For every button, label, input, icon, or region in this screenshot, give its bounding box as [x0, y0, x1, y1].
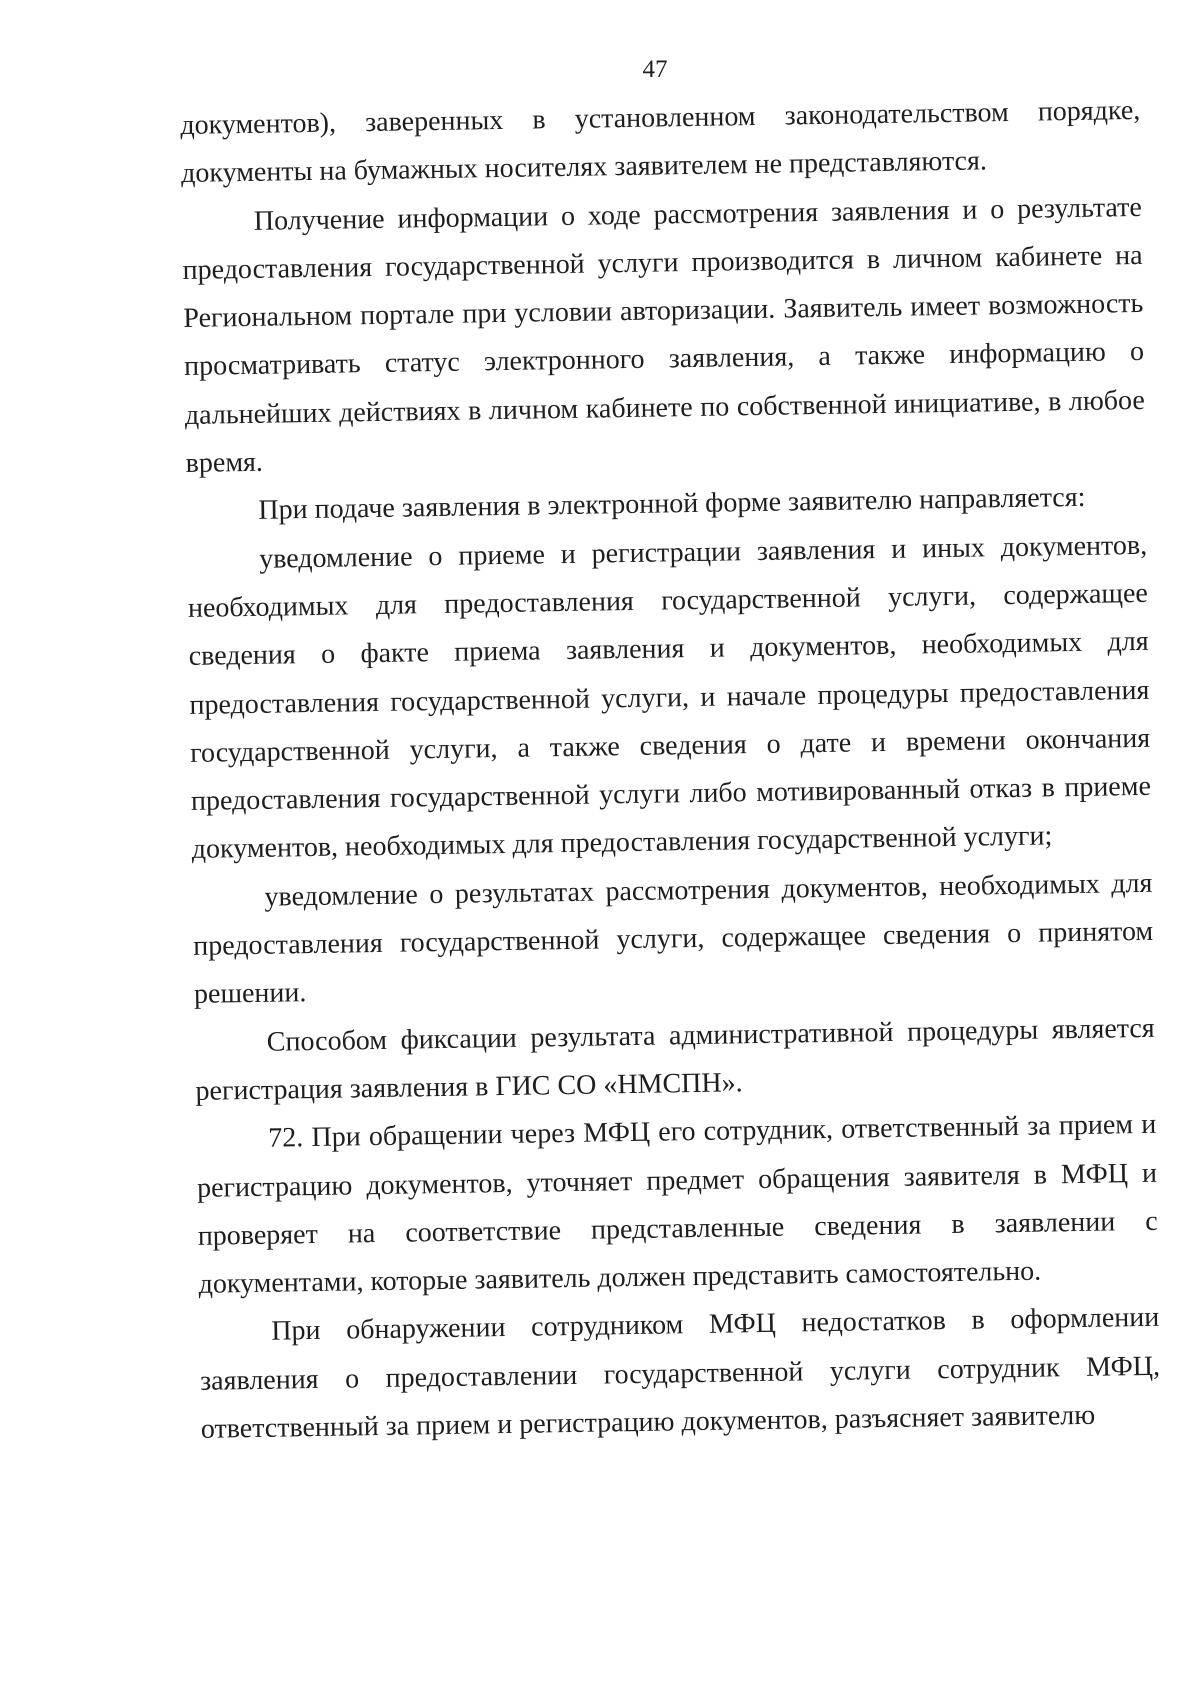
paragraph-receipt-notice: уведомление о приеме и регистрации заявления и иных документов, необходимых для предоставления государственной услуги, содержащее сведения о факте приема заявления и документов, необходимых для предоставления государственной услуги, и начале процедуры предоставления государственной услуги, а также сведения о дате и времени окончания предоставления государственной услуги либо мотивированный отказ в приеме документов, необходимых для предоставления государственной услуги;	[187, 529, 1152, 866]
paragraph-registration-method: Способом фиксации результата административной процедуры является регистрация заявления в ГИС СО «НМСПН».	[195, 1012, 1155, 1107]
paragraph-result-notice: уведомление о результатах рассмотрения документов, необходимых для предоставления государственной услуги, содержащее сведения о принятом решении.	[193, 867, 1154, 1011]
paragraph-item-72: 72. При обращении через МФЦ его сотрудник, ответственный за прием и регистрацию документов, уточняет предмет обращения заявителя в МФЦ и проверяет на соответствие представленные сведения в заявлении с документами, которые заявитель должен представить самостоятельно.	[196, 1109, 1158, 1300]
paragraph-electronic-submission: При подаче заявления в электронной форме заявителю направляется:	[258, 482, 1086, 527]
paragraph-deficiencies: При обнаружении сотрудником МФЦ недостатков в оформлении заявления о предоставлении государственной услуги сотрудник МФЦ, ответственный за прием и регистрацию документов, разъясняет заявителю	[199, 1302, 1161, 1445]
page-number: 47	[642, 56, 668, 83]
document-body	[180, 87, 1161, 1454]
paragraph-continuation: документов), заверенных в установленном законодательством порядке, документы на бумажных носителях заявителем не представляются.	[180, 94, 1141, 190]
paragraph-status-info: Получение информации о ходе рассмотрения заявления и о результате предоставления государственной услуги производится в личном кабинете на Региональном портале при условии авторизации. Заявитель имеет возможность просматривать статус электронного заявления, а также информацию о дальнейших действиях в личном кабинете по собственной инициативе, в любое время.	[182, 191, 1146, 480]
